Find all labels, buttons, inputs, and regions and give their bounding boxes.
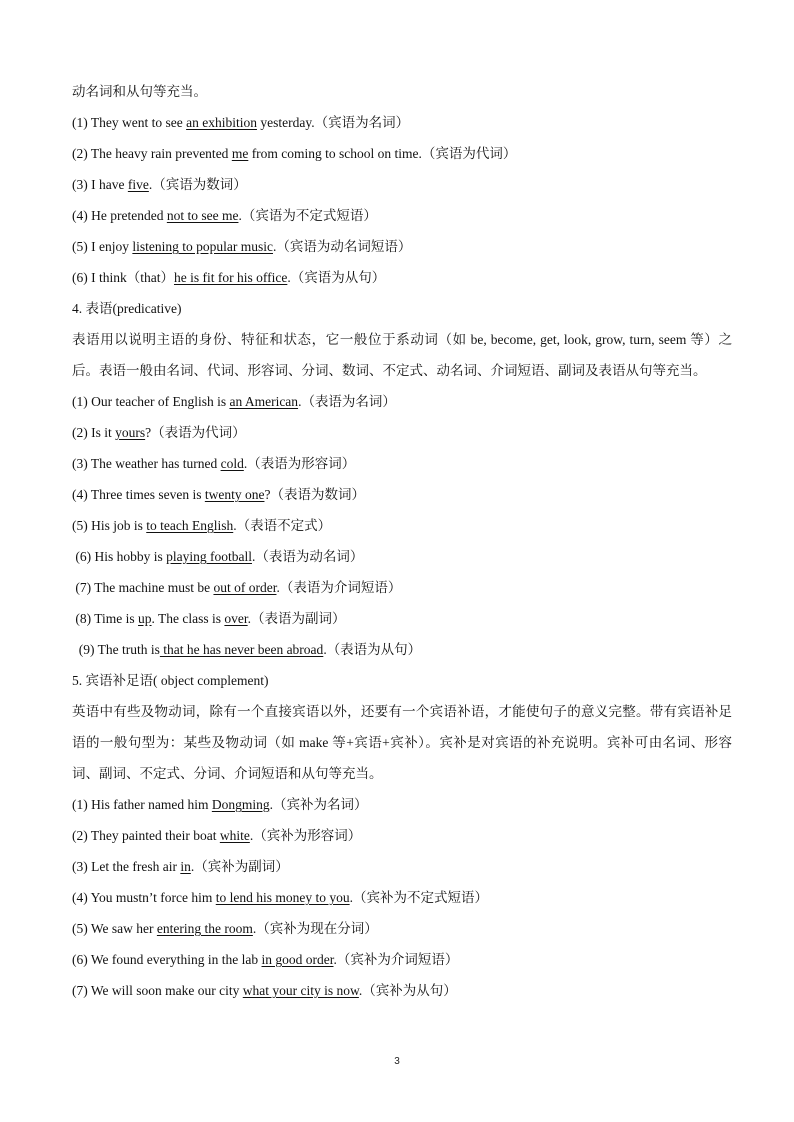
example-line: (1) They went to see an exhibition yesterday.（宾语为名词） <box>72 115 410 130</box>
section-heading-object-complement: 5. 宾语补足语( object complement) <box>72 673 269 688</box>
example-line: (5) His job is to teach English.（表语不定式） <box>72 518 332 533</box>
example-line: (6) I think（that）he is fit for his office.（宾语为从句） <box>72 270 386 285</box>
intro-line: 动名词和从句等充当。 <box>72 84 207 99</box>
example-line: (4) He pretended not to see me.（宾语为不定式短语） <box>72 208 377 223</box>
example-line: (2) Is it yours?（表语为代词） <box>72 425 246 440</box>
example-line: (6) We found everything in the lab in good order.（宾补为介词短语） <box>72 952 459 967</box>
example-line: (8) Time is up. The class is over.（表语为副词） <box>72 611 346 626</box>
example-line: (5) I enjoy listening to popular music.（宾语为动名词短语） <box>72 239 412 254</box>
page-content <box>72 76 732 1006</box>
example-line: (1) His father named him Dongming.（宾补为名词） <box>72 797 368 812</box>
section-description: 表语用以说明主语的身份、特征和状态，它一般位于系动词（如 be, become, get, look, grow, turn, seem 等）之后。表语一般由名词、代词、形容词、分词、数词、不定式、动名词、介词短语、副词及表语从句等充当。 <box>72 332 732 378</box>
example-line: (7) The machine must be out of order.（表语为介词短语） <box>72 580 402 595</box>
object-examples <box>72 107 732 293</box>
example-line: (2) They painted their boat white.（宾补为形容词） <box>72 828 362 843</box>
example-line: (7) We will soon make our city what your city is now.（宾补为从句） <box>72 983 457 998</box>
example-line: (3) The weather has turned cold.（表语为形容词） <box>72 456 356 471</box>
example-line: (2) The heavy rain prevented me from coming to school on time.（宾语为代词） <box>72 146 517 161</box>
example-line: (1) Our teacher of English is an American.（表语为名词） <box>72 394 396 409</box>
object-complement-examples <box>72 789 732 1006</box>
example-line: (3) I have five.（宾语为数词） <box>72 177 247 192</box>
example-line: (3) Let the fresh air in.（宾补为副词） <box>72 859 289 874</box>
example-line: (4) You mustn’t force him to lend his money to you.（宾补为不定式短语） <box>72 890 488 905</box>
section-description: 英语中有些及物动词，除有一个直接宾语以外，还要有一个宾语补语，才能使句子的意义完整。带有宾语补足语的一般句型为：某些及物动词（如 make 等+宾语+宾补）。宾补是对宾语的补充说明。宾补可由名词、形容词、副词、不定式、分词、介词短语和从句等充当。 <box>72 704 732 781</box>
example-line: (9) The truth is that he has never been abroad.（表语为从句） <box>72 642 422 657</box>
predicative-examples <box>72 386 732 665</box>
example-line: (5) We saw her entering the room.（宾补为现在分词） <box>72 921 378 936</box>
section-heading-predicative: 4. 表语(predicative) <box>72 301 182 316</box>
page-number: 3 <box>394 1056 400 1067</box>
example-line: (6) His hobby is playing football.（表语为动名词） <box>72 549 364 564</box>
example-line: (4) Three times seven is twenty one?（表语为数词） <box>72 487 365 502</box>
